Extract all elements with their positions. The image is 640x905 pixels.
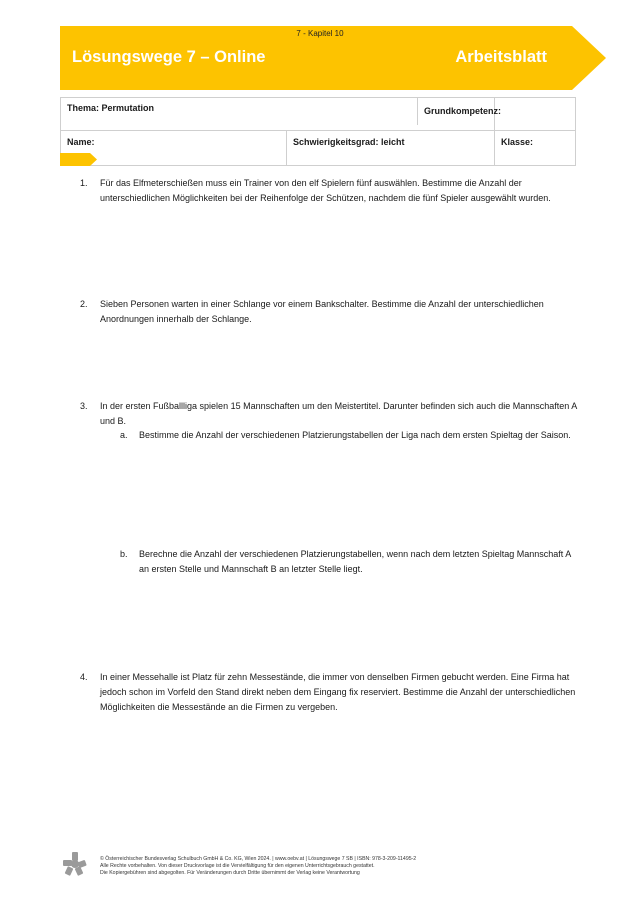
worksheet-type-label: Arbeitsblatt: [455, 48, 547, 66]
competence-cell: [495, 98, 576, 131]
competence-divider: [417, 97, 418, 125]
header-banner: [60, 26, 606, 90]
class-field[interactable]: Klasse:: [495, 131, 576, 166]
table-tab-marker: [60, 153, 98, 166]
footer-disclaimer: Die Kopiergebühren sind abgegolten. Für Veränderungen durch Dritte übernimmt der Verlag keine Verantwortung: [100, 870, 360, 877]
name-field[interactable]: Name:: [61, 131, 287, 166]
footer-rights: Alle Rechte vorbehalten. Von dieser Druckvorlage ist die Vervielfältigung für den eigenen Unterrichtsgebrauch gestattet.: [100, 863, 375, 870]
task-number: 4.: [80, 672, 88, 682]
subtask-text: Bestimme die Anzahl der verschiedenen Platzierungstabellen der Liga nach dem ersten Spieltag der Saison.: [139, 430, 571, 440]
subtask-text: Berechne die Anzahl der verschiedenen Platzierungstabellen, wenn nach dem letzten Spieltag Mannschaft A an ersten Stelle und Mannschaft B an letzter Stelle liegt.: [139, 549, 571, 574]
task-number: 1.: [80, 178, 88, 188]
competence-label: Grundkompetenz:: [424, 106, 502, 116]
task-number: 3.: [80, 401, 88, 411]
subtask-letter: a.: [120, 430, 128, 440]
publisher-logo-icon: [62, 851, 88, 877]
footer-copyright: © Österreichischer Bundesverlag Schulbuch GmbH & Co. KG, Wien 2024. | www.oebv.at | Lösungswege 7 SB | ISBN: 978-3-209-11495-2: [100, 856, 417, 862]
subtask-letter: b.: [120, 549, 128, 559]
task-text: In einer Messehalle ist Platz für zehn Messestände, die immer von denselben Firmen gebucht werden. Eine Firma hat jedoch schon im Vorfeld den Stand direkt neben dem Eingang fix reserviert. Bestimme die Anzahl der unterschiedlichen Möglichkeiten die Messestände an die Firmen zu vergeben.: [100, 672, 576, 712]
topic-cell: Thema: Permutation: [61, 98, 495, 131]
worksheet-title: Lösungswege 7 – Online: [72, 48, 266, 66]
task-number: 2.: [80, 299, 88, 309]
chapter-label: 7 - Kapitel 10: [296, 29, 344, 38]
task-text: In der ersten Fußballliga spielen 15 Mannschaften um den Meistertitel. Darunter befinden sich auch die Mannschaften A und B.: [100, 401, 577, 426]
difficulty-cell: Schwierigkeitsgrad: leicht: [287, 131, 495, 166]
task-text: Sieben Personen warten in einer Schlange vor einem Bankschalter. Bestimme die Anzahl der unterschiedlichen Anordnungen innerhalb der Schlange.: [100, 299, 544, 324]
footer-text: [100, 856, 580, 878]
task-text: Für das Elfmeterschießen muss ein Trainer von den elf Spielern fünf auswählen. Bestimme die Anzahl der unterschiedlichen Möglichkeiten bei der Reihenfolge der Schützen, nachdem die fünf Spieler ausgewählt wurden.: [100, 178, 551, 203]
